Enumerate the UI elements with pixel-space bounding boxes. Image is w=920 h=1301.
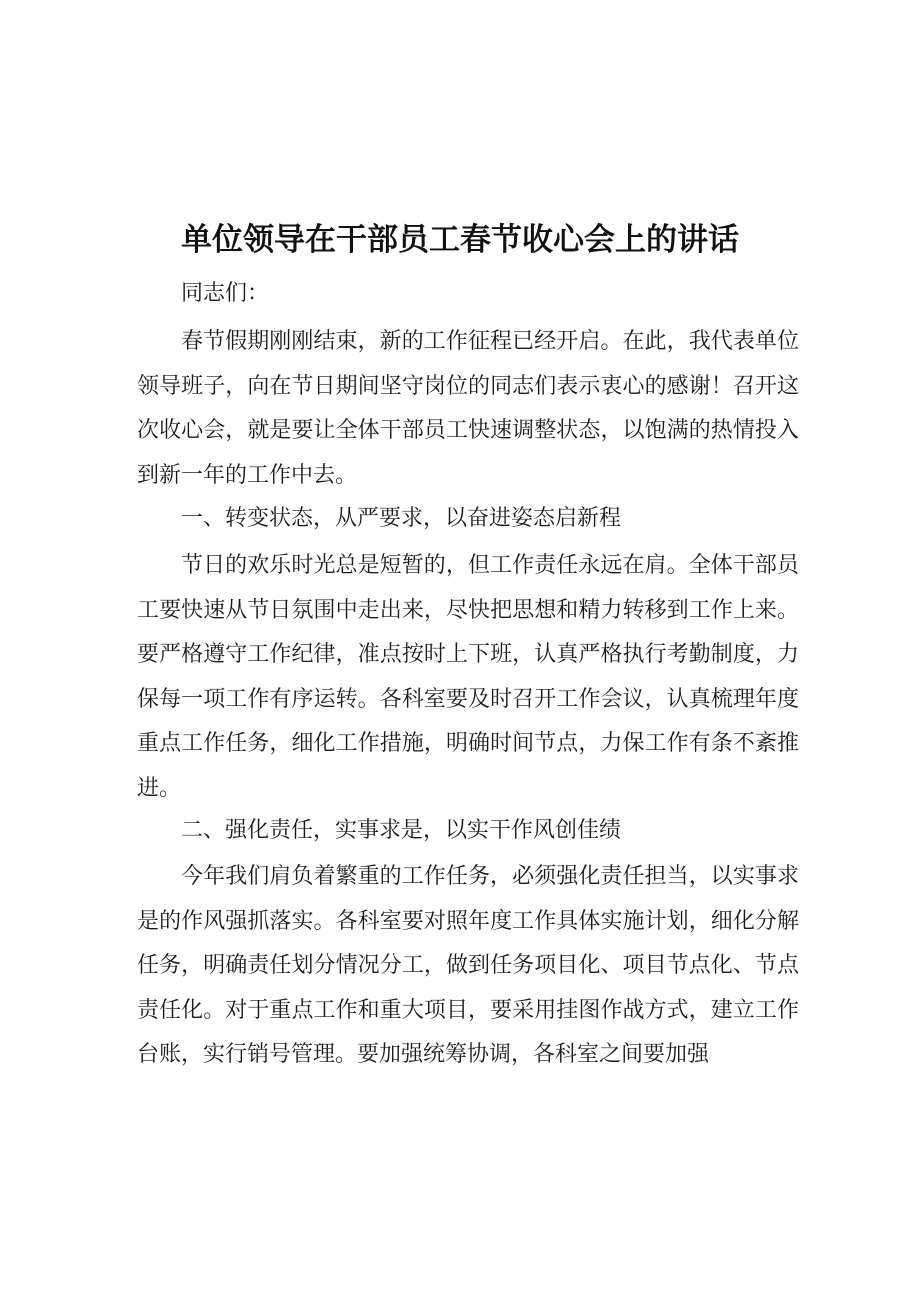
salutation-text: 同志们： xyxy=(181,281,270,306)
paragraph-section-1 xyxy=(137,544,799,811)
paragraph-intro-text: 春节假期刚刚结束，新的工作征程已经开启。在此，我代表单位领导班子，向在节日期间坚守岗位的同志们表示衷心的感谢！召开这次收心会，就是要让全体干部员工快速调整状态，以饱满的热情投入到新一年的工作中去。 xyxy=(137,329,799,488)
document-title: 单位领导在干部员工春节收心会上的讲话 xyxy=(181,222,739,258)
paragraph-intro xyxy=(137,320,799,498)
section-heading-2-text: 二、强化责任，实事求是，以实干作风创佳绩 xyxy=(181,818,622,843)
section-heading-2 xyxy=(137,809,799,854)
paragraph-section-1-text: 节日的欢乐时光总是短暂的，但工作责任永远在肩。全体干部员工要快速从节日氛围中走出来，尽快把思想和精力转移到工作上来。要严格遵守工作纪律，准点按时上下班，认真严格执行考勤制度，力保每一项工作有序运转。各科室要及时召开工作会议，认真梳理年度重点工作任务，细化工作措施，明确时间节点，力保工作有条不紊推进。 xyxy=(137,553,799,801)
salutation xyxy=(137,272,799,317)
section-heading-1-text: 一、转变状态，从严要求，以奋进姿态启新程 xyxy=(181,506,622,531)
paragraph-section-2-text: 今年我们肩负着繁重的工作任务，必须强化责任担当，以实事求是的作风强抓落实。各科室要对照年度工作具体实施计划，细化分解任务，明确责任划分情况分工，做到任务项目化、项目节点化、节点责任化。对于重点工作和重大项目，要采用挂图作战方式，建立工作台账，实行销号管理。要加强统筹协调，各科室之间要加强 xyxy=(137,864,799,1067)
section-heading-1 xyxy=(137,497,799,542)
paragraph-section-2 xyxy=(137,855,799,1078)
